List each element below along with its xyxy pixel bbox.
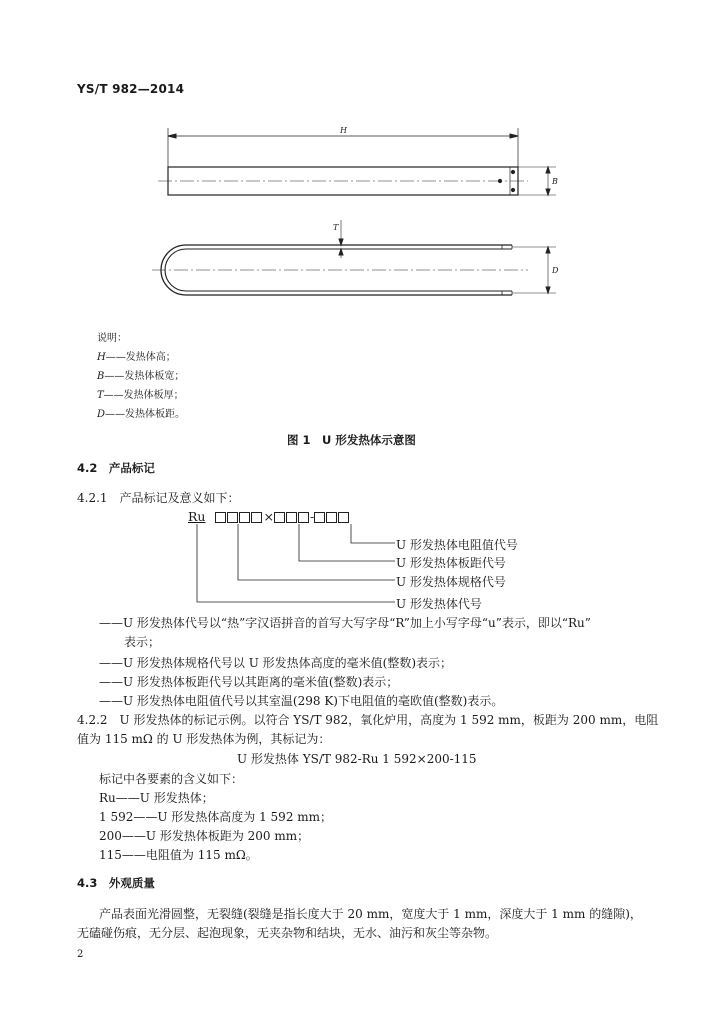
dim-label-h: H bbox=[340, 126, 347, 135]
legend-symbol: D bbox=[97, 409, 106, 420]
section-4-2-heading: 4.2 产品标记 bbox=[77, 461, 155, 475]
legend-title: 说明： bbox=[97, 333, 127, 344]
marking-example: U 形发热体 YS/T 982-Ru 1 592×200-115 bbox=[237, 752, 477, 766]
label-spec-code: U 形发热体规格代号 bbox=[396, 575, 506, 589]
dim-label-d: D bbox=[552, 266, 559, 275]
legend-symbol: H bbox=[97, 352, 106, 363]
label-spacing-code: U 形发热体板距代号 bbox=[396, 556, 506, 570]
dim-label-b: B bbox=[552, 177, 558, 186]
legend-text: ——发热体板厚； bbox=[103, 390, 184, 401]
meaning-item: 200——U 形发热体板距为 200 mm； bbox=[99, 829, 310, 843]
times-sign: × bbox=[263, 509, 274, 524]
section-4-3-heading: 4.3 外观质量 bbox=[77, 876, 155, 890]
marking-prefix: Ru bbox=[188, 509, 206, 524]
dim-label-t: T bbox=[333, 223, 339, 232]
marking-item: ——U 形发热体代号以“热”字汉语拼音的首写大写字母“R”加上小写字母“u”表示，即以“Ru” bbox=[99, 616, 591, 630]
section-4-2-2-line2: 值为 115 mΩ 的 U 形发热体为例，其标记为： bbox=[77, 732, 331, 746]
label-resistance-code: U 形发热体电阻值代号 bbox=[396, 538, 518, 552]
dash-sign: - bbox=[309, 509, 315, 524]
document-id: YS/T 982—2014 bbox=[77, 82, 185, 96]
section-4-3-para-line1: 产品表面光滑圆整，无裂缝(裂缝是指长度大于 20 mm，宽度大于 1 mm，深度大于 1 mm 的缝隙)， bbox=[99, 907, 642, 921]
marking-item: ——U 形发热体板距代号以其距离的毫米值(整数)表示； bbox=[99, 675, 399, 689]
label-heater-code: U 形发热体代号 bbox=[396, 597, 482, 611]
legend-text: ——发热体高； bbox=[105, 352, 176, 363]
legend-symbol: B bbox=[97, 371, 105, 382]
meaning-item: 115——电阻值为 115 mΩ。 bbox=[99, 848, 258, 862]
legend-text: ——发热体板宽； bbox=[104, 371, 185, 382]
legend-symbol: T bbox=[97, 390, 104, 401]
marking-item: ——U 形发热体电阻值代号以其室温(298 K)下电阻值的毫欧值(整数)表示。 bbox=[99, 694, 504, 708]
section-4-2-1-heading: 4.2.1 产品标记及意义如下： bbox=[77, 491, 240, 505]
figure-caption: 图 1 U 形发热体示意图 bbox=[287, 433, 416, 447]
meaning-item: Ru——U 形发热体； bbox=[99, 791, 214, 805]
section-4-3-para-line2: 无磕碰伤痕，无分层、起泡现象，无夹杂物和结块，无水、油污和灰尘等杂物。 bbox=[77, 926, 498, 940]
marking-item: ——U 形发热体规格代号以 U 形发热体高度的毫米值(整数)表示； bbox=[99, 656, 453, 670]
marking-item-cont: 表示； bbox=[124, 635, 161, 649]
legend-text: ——发热体板距。 bbox=[105, 409, 186, 420]
page-number: 2 bbox=[77, 949, 84, 960]
meaning-item: 1 592——U 形发热体高度为 1 592 mm； bbox=[99, 810, 333, 824]
section-4-2-2-line1: 4.2.2 U 形发热体的标记示例。以符合 YS/T 982，氧化炉用，高度为 1 592 mm，板距为 200 mm，电阻 bbox=[77, 713, 659, 727]
meaning-intro: 标记中各要素的含义如下： bbox=[99, 772, 244, 786]
